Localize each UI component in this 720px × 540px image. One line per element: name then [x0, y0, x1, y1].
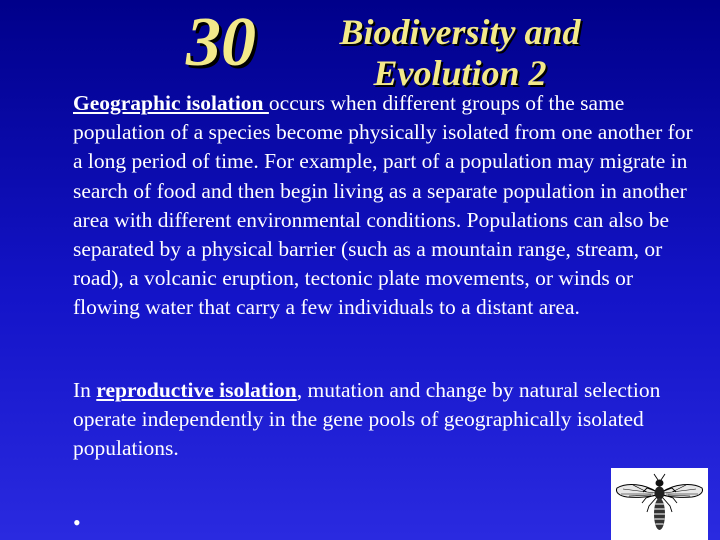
- paragraph-reproductive-isolation: [73, 376, 693, 464]
- slide-title: [330, 12, 590, 95]
- slide-number: 30: [186, 4, 256, 81]
- term-geographic-isolation: Geographic isolation: [73, 91, 269, 115]
- insect-icon: [611, 468, 708, 540]
- slide-title-line1: Biodiversity and: [339, 12, 581, 52]
- paragraph1-text: occurs when different groups of the same population of a species become physically isolated from one another for a long period of time. For example, part of a population may migrate in search of food and then begin living as a separate population in another area with different environmental conditions. Populations can also be separated by a physical barrier (such as a mountain range, stream, or road), a volcanic eruption, tectonic plate movements, or winds or flowing water that carry a few individuals to a distant area.: [73, 91, 693, 320]
- slide-title-line2: Evolution 2: [373, 53, 547, 94]
- paragraph2-prefix: In: [73, 378, 97, 402]
- bullet-point: •: [73, 510, 81, 535]
- paragraph2-text: , mutation and change by natural selection operate independently in the gene pools of geographically isolated populations.: [73, 378, 661, 461]
- term-reproductive-isolation: reproductive isolation: [96, 378, 297, 402]
- paragraph-geographic-isolation: [73, 89, 693, 323]
- insect-image: [611, 468, 708, 540]
